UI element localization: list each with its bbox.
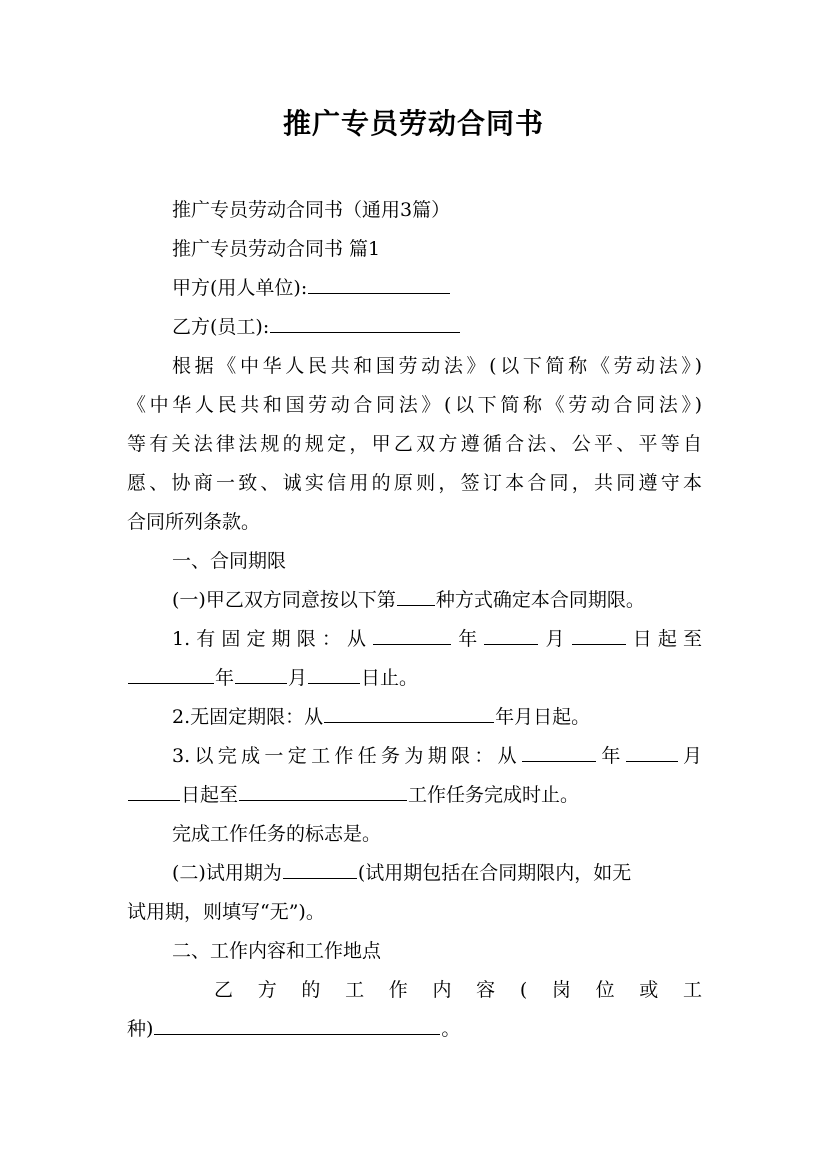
probation-line-2: 试用期，则填写“无”)。 (127, 901, 325, 923)
task-end-label: 工作任务完成时止。 (408, 784, 580, 806)
task-marker-line: 完成工作任务的标志是。 (172, 823, 382, 845)
month-label: 月 (539, 628, 571, 650)
fixed-term-line (172, 620, 702, 659)
probation-label: (二)试用期为 (172, 862, 282, 884)
fixed-from-year-blank (373, 624, 451, 645)
open-term-label: 2.无固定期限：从 (172, 706, 324, 728)
subtitle: 推广专员劳动合同书（通用3篇） (172, 199, 451, 221)
year-label: 年 (215, 667, 235, 689)
year-label: 年 (597, 745, 625, 767)
year-label: 年 (452, 628, 484, 650)
period-mark: 。 (441, 1018, 461, 1040)
section-heading: 推广专员劳动合同书 篇1 (172, 238, 381, 260)
probation-note: (试用期包括在合同期限内，如无 (357, 862, 632, 884)
work-content-label: 种) (127, 1018, 154, 1040)
fixed-from-day-blank (572, 624, 626, 645)
fixed-term-end-line (127, 659, 702, 698)
open-term-blank (324, 702, 494, 723)
task-term-label: 3.以完成一定工作任务为期限：从 (172, 745, 521, 767)
day-from-label: 日起至 (181, 784, 239, 806)
preamble-line-2: 《中华人民共和国劳动合同法》(以下简称《劳动合同法》) (127, 394, 702, 416)
day-from-label: 日起至 (626, 628, 702, 650)
term-type-blank (397, 585, 435, 606)
work-content-line: 乙方的工作内容(岗位或工 (214, 979, 702, 1001)
fixed-to-year-blank (128, 663, 214, 684)
month-label: 月 (678, 745, 702, 767)
probation-blank (283, 858, 357, 879)
preamble-line-1: 根据《中华人民共和国劳动法》(以下简称《劳动法》) (172, 355, 702, 377)
task-day-blank (128, 780, 180, 801)
preamble-line-3: 等有关法律法规的规定，甲乙双方遵循合法、公平、平等自 (127, 433, 702, 455)
task-term-line (172, 737, 702, 776)
task-name-blank (239, 780, 407, 801)
clause-1-heading: 一、合同期限 (172, 550, 287, 572)
task-month-blank (626, 741, 678, 762)
party-a-line (172, 269, 702, 308)
open-term-line (172, 698, 702, 737)
work-content-line-2 (127, 1010, 702, 1049)
party-a-blank (308, 273, 450, 294)
preamble-line-4: 愿、协商一致、诚实信用的原则，签订本合同，共同遵守本 (127, 472, 702, 494)
fixed-to-day-blank (308, 663, 360, 684)
party-b-blank (270, 312, 460, 333)
task-year-blank (522, 741, 596, 762)
work-content-blank (154, 1014, 440, 1035)
party-a-label: 甲方(用人单位): (172, 277, 308, 299)
preamble-line-5: 合同所列条款。 (127, 511, 261, 533)
clause-1-1-line (172, 581, 702, 620)
clause-2-heading: 二、工作内容和工作地点 (172, 940, 382, 962)
fixed-from-month-blank (484, 624, 538, 645)
task-term-end-line (127, 776, 702, 815)
open-term-date: 年月日起。 (495, 706, 591, 728)
fixed-to-month-blank (235, 663, 287, 684)
probation-line (172, 854, 702, 893)
day-to-label: 日止。 (361, 667, 419, 689)
month-label: 月 (288, 667, 308, 689)
party-b-label: 乙方(员工): (172, 316, 270, 338)
document-title: 推广专员劳动合同书 (282, 107, 544, 140)
clause-1-1-text-a: (一)甲乙双方同意按以下第 (172, 589, 396, 611)
clause-1-1-text-b: 种方式确定本合同期限。 (435, 589, 645, 611)
fixed-term-label: 1.有固定期限：从 (172, 628, 373, 650)
party-b-line (172, 308, 702, 347)
